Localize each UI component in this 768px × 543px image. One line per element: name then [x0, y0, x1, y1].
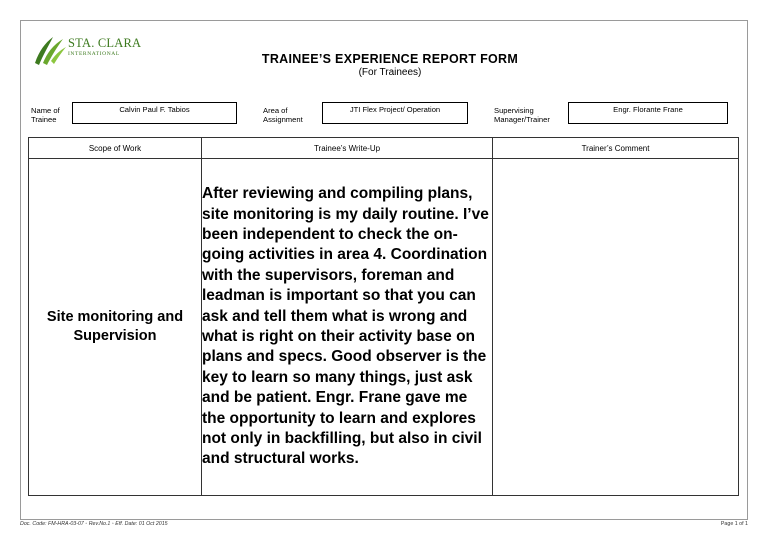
experience-table [28, 137, 739, 496]
column-header-writeup: Trainee’s Write-Up [202, 138, 493, 159]
table-row [29, 159, 739, 496]
page-number: Page 1 of 1 [720, 521, 748, 527]
company-name: STA. CLARA [68, 36, 142, 50]
leaf-logo-icon [33, 33, 67, 67]
area-assignment-field[interactable]: JTI Flex Project/ Operation [322, 102, 468, 124]
column-header-comment: Trainer’s Comment [493, 138, 739, 159]
trainee-label: Name of Trainee [31, 106, 60, 124]
scope-cell[interactable]: Site monitoring and Supervision [29, 159, 202, 496]
trainee-name-field[interactable]: Calvin Paul F. Tabios [72, 102, 237, 124]
company-subtitle: INTERNATIONAL [68, 51, 120, 57]
comment-cell[interactable] [493, 159, 739, 496]
doc-code: Doc. Code: FM-HRA-03-07 ◦ Rev.No.1 ◦ Eff. Date: 01 Oct 2015 [20, 521, 168, 527]
manager-label: Supervising Manager/Trainer [494, 106, 550, 124]
company-logo [33, 33, 153, 67]
writeup-cell[interactable]: After reviewing and compiling plans, site monitoring is my daily routine. I’ve been independent to check the on-going activities in area 4. Coordination with the supervisors, foreman and leadman is important so that you can ask and tell them what is wrong and what is right on their activity base on plans and specs. Good observer is the key to learn so many things, just ask and be patient. Engr. Frane gave me the opportunity to learn and explores not only in backfilling, but also in civil and structural works. [202, 159, 493, 496]
form-subtitle: (For Trainees) [358, 67, 422, 78]
area-label: Area of Assignment [263, 106, 303, 124]
table-header-row [29, 138, 739, 159]
form-title: TRAINEE’S EXPERIENCE REPORT FORM [261, 52, 519, 66]
column-header-scope: Scope of Work [29, 138, 202, 159]
manager-field[interactable]: Engr. Florante Frane [568, 102, 728, 124]
